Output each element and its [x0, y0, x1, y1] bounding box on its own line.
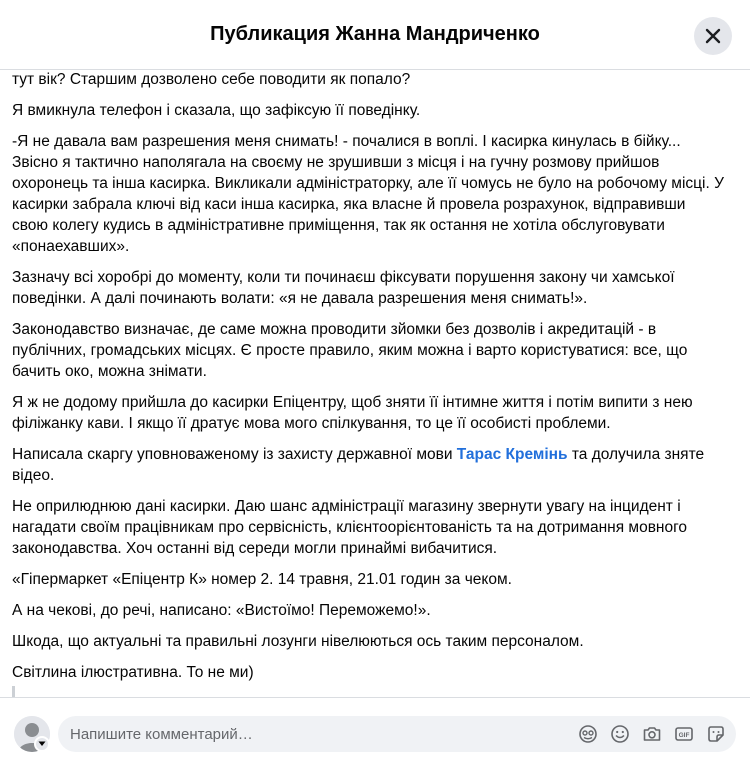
emoji-icon — [610, 724, 630, 744]
post-paragraph: тут вік? Старшим дозволено себе поводити як попало? — [12, 71, 411, 88]
close-button[interactable] — [694, 17, 732, 55]
post-paragraph: «Гіпермаркет «Епіцентр К» номер 2. 14 травня, 21.01 годин за чеком. — [12, 571, 512, 588]
complaint-text-before: Написала скаргу уповноваженому із захисту державної мови — [12, 446, 457, 463]
photo-button[interactable] — [640, 722, 664, 746]
post-content — [0, 48, 750, 698]
post-text — [0, 48, 750, 683]
post-paragraph: Я ж не додому прийшла до касирки Епіцентру, щоб зняти її інтимне життя і потім випити з нею філіжанку кави. І якщо її дратує мова мого спілкування, то це її особисті проблеми. — [12, 394, 693, 432]
sticker-button[interactable] — [704, 722, 728, 746]
post-paragraph-complaint — [12, 444, 724, 486]
gif-icon — [674, 724, 694, 744]
profile-link-taras-kremin[interactable]: Тарас Кремінь — [456, 446, 568, 463]
comment-input[interactable] — [70, 716, 570, 752]
svg-text:GIF: GIF — [678, 732, 690, 739]
avatar-sticker-button[interactable] — [576, 722, 600, 746]
avatar-sticker-icon — [578, 724, 598, 744]
post-paragraph: Шкода, що актуальні та правильні лозунги нівелюються ось таким персоналом. — [12, 633, 584, 650]
comment-composer — [0, 697, 750, 768]
account-switch-button[interactable] — [34, 736, 50, 752]
dialog-header — [0, 0, 750, 70]
post-paragraph: Законодавство визначає, де саме можна проводити зйомки без дозволів і акредитацій - в публічних, громадських місцях. Є просте правило, яким можна і варто користуватися: все, що бачить око, можна знімати. — [12, 321, 688, 380]
post-paragraph: А на чекові, до речі, написано: «Вистоїмо! Переможемо!». — [12, 602, 431, 619]
complaint-text-after: та долучила зняте відео. — [12, 446, 705, 484]
post-paragraph: -Я не давала вам разрешения меня снимать! - почалися в воплі. І касирка кинулась в бійку... Звісно я тактично наполягала на своєму не зрушивши з місця і на гучну розмову прийшов охоронець та інша касирка. Викликали адміністраторку, але її чомусь не було на робочому місці. У касирки забрала ключі від каси інша касирка, яка власне й провела розрахунок, відправивши свою колегу кудись в адміністративне приміщення, так як остання не хотіла обслуговувати «понаехавших». — [12, 133, 724, 255]
comment-tools — [576, 722, 728, 746]
scrollbar[interactable] — [744, 70, 750, 690]
close-icon — [704, 27, 722, 45]
comment-box[interactable] — [58, 716, 736, 752]
dialog-title: Публикация Жанна Мандриченко — [210, 23, 540, 45]
sticker-icon — [706, 724, 726, 744]
post-paragraph: Я вмикнула телефон і сказала, що зафіксую її поведінку. — [12, 102, 421, 119]
chevron-down-icon — [38, 741, 46, 747]
camera-icon — [642, 724, 662, 744]
post-paragraph: Зазначу всі хоробрі до моменту, коли ти починаєш фіксувати порушення закону чи хамської поведінки. А далі починають волати: «я не давала разрешения меня снимать!». — [12, 269, 675, 307]
emoji-button[interactable] — [608, 722, 632, 746]
post-paragraph: Світлина ілюстративна. То не ми) — [12, 664, 254, 681]
gif-button[interactable] — [672, 722, 696, 746]
post-paragraph: Не оприлюднюю дані касирки. Даю шанс адміністрації магазину звернути увагу на інцидент і нагадати своїм працівникам про сервісність, клієнтоорієнтованість та на дотримання мовного законодавства. Хоч останні від середи могли принаймі вибачитися. — [12, 498, 688, 557]
